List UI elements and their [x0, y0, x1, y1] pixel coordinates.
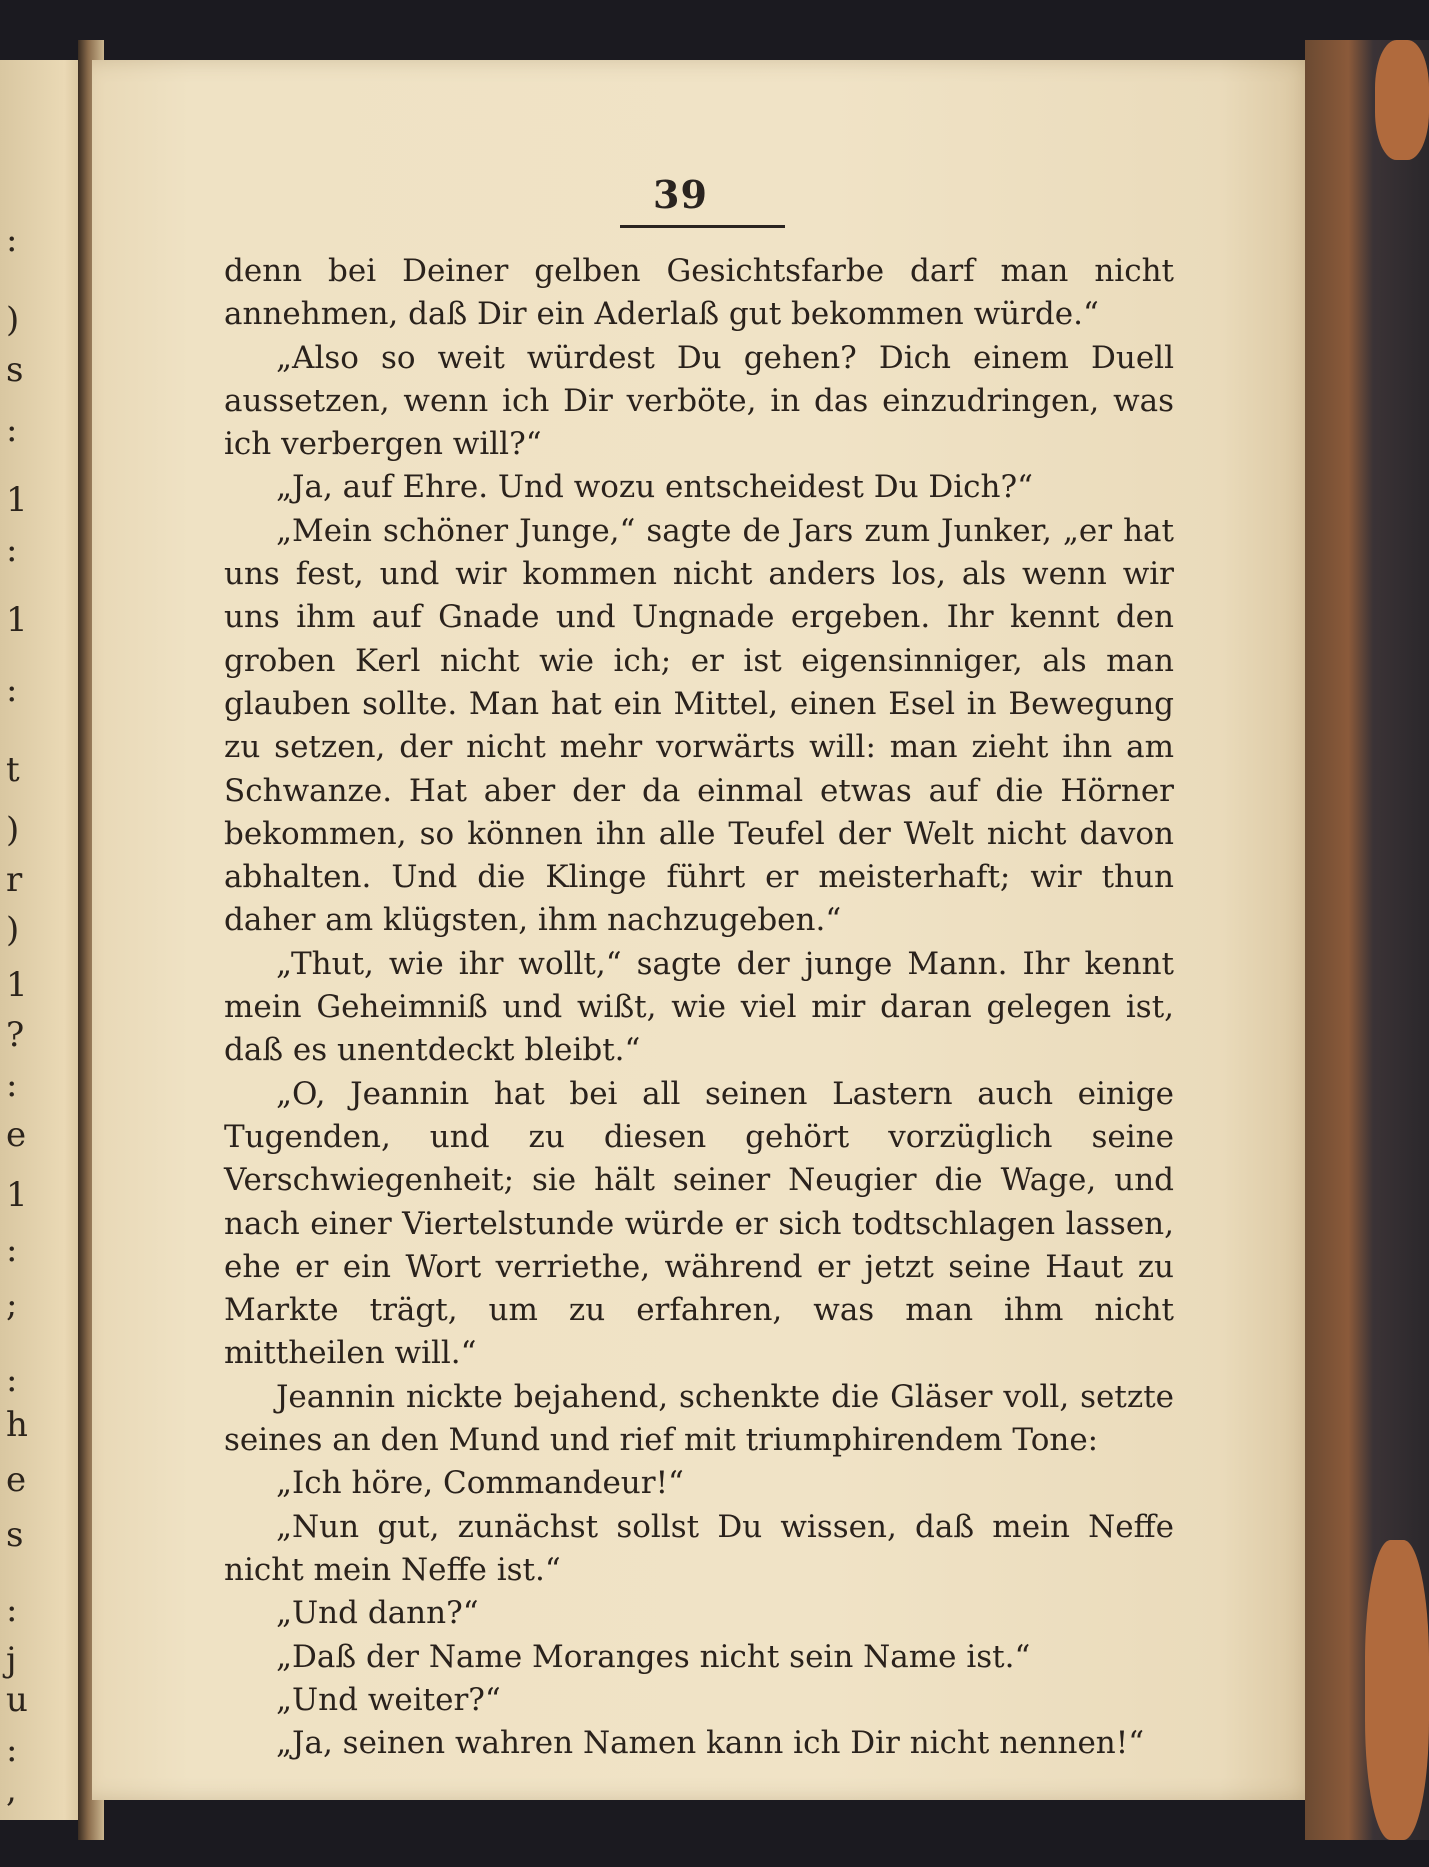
- paragraph: „Ja, auf Ehre. Und wozu entscheidest Du Dich?“: [276, 469, 1033, 506]
- left-page-fragment: :: [6, 1590, 18, 1630]
- page-number: 39: [653, 172, 708, 217]
- paragraph: „Also so weit würdest Du gehen? Dich einem Duell aussetzen, wenn ich Dir verböte, in das einzudringen, was ich verbergen will?“: [224, 339, 1174, 463]
- book-cover: [1305, 40, 1429, 1840]
- left-page-fragment: :: [6, 1360, 18, 1400]
- left-page-fragment: h: [6, 1405, 28, 1445]
- left-page-fragment: ): [6, 810, 20, 850]
- left-page-fragment: :: [6, 410, 18, 450]
- left-page-fragment: s: [6, 350, 24, 390]
- left-page-fragment: 1: [6, 480, 28, 520]
- left-page-fragment: 1: [6, 965, 28, 1005]
- paragraph: „Ich höre, Commandeur!“: [276, 1465, 684, 1502]
- left-page-fragment: :: [6, 1230, 18, 1270]
- left-page-fragment: :: [6, 220, 18, 260]
- left-page-fragment: e: [6, 1115, 27, 1155]
- cover-wear-spot: [1375, 40, 1429, 160]
- cover-wear-spot: [1365, 1540, 1429, 1840]
- paragraph: „Nun gut, zunächst sollst Du wissen, daß mein Neffe nicht mein Neffe ist.“: [224, 1508, 1174, 1588]
- left-page-fragment: r: [6, 860, 23, 900]
- paragraph: „Und dann?“: [276, 1595, 479, 1632]
- paragraph: denn bei Deiner gelben Gesichtsfarbe darf man nicht annehmen, daß Dir ein Aderlaß gut bekommen würde.“: [224, 253, 1174, 333]
- left-page-fragment: ;: [6, 1285, 18, 1325]
- paragraph: „Mein schöner Junge,“ sagte de Jars zum Junker, „er hat uns fest, und wir kommen nicht anders los, als wenn wir uns ihm auf Gnade und Ungnade ergeben. Ihr kennt den groben Kerl nicht wie ich; er ist eigensinniger, als man glauben sollte. Man hat ein Mittel, einen Esel in Bewegung zu setzen, der nicht mehr vorwärts will: man zieht ihn am Schwanze. Hat aber der da einmal etwas auf die Hörner bekommen, so können ihn alle Teufel der Welt nicht davon abhalten. Und die Klinge führt er meisterhaft; wir thun daher am klügsten, ihm nachzugeben.“: [224, 512, 1174, 939]
- left-page-fragment: j: [6, 1640, 17, 1680]
- paragraph: Jeannin nickte bejahend, schenkte die Gläser voll, setzte seines an den Mund und rief mit triumphirendem Tone:: [224, 1378, 1174, 1459]
- header-rule: [620, 225, 785, 228]
- left-page-fragment: ): [6, 300, 20, 340]
- paragraph: „O, Jeannin hat bei all seinen Lastern auch einige Tugenden, und zu diesen gehört vorzüglich seine Verschwiegenheit; sie hält seiner Neugier die Wage, und nach einer Viertelstunde würde er sich todtschlagen lassen, ehe er ein Wort verriethe, während er jetzt seine Haut zu Markte trägt, um zu erfahren, was man ihm nicht mittheilen will.“: [224, 1075, 1174, 1372]
- paragraph: „Thut, wie ihr wollt,“ sagte der junge Mann. Ihr kennt mein Geheimniß und wißt, wie viel mir daran gelegen ist, daß es unentdeckt bleibt.“: [224, 945, 1174, 1069]
- left-page-fragment: ): [6, 910, 20, 950]
- right-page: [92, 60, 1317, 1800]
- paragraph: „Daß der Name Moranges nicht sein Name ist.“: [276, 1638, 1031, 1675]
- paragraph: „Ja, seinen wahren Namen kann ich Dir nicht nennen!“: [276, 1725, 1145, 1762]
- left-page-fragment: u: [6, 1680, 28, 1720]
- left-page-fragment: ?: [6, 1015, 25, 1055]
- left-page-fragment: :: [6, 530, 18, 570]
- left-page-fragment: s: [6, 1515, 24, 1555]
- left-page-fragment: 1: [6, 600, 28, 640]
- left-page-fragment: 1: [6, 1175, 28, 1215]
- left-page-fragment: e: [6, 1460, 27, 1500]
- paragraph: „Und weiter?“: [276, 1681, 501, 1718]
- left-page-fragment: :: [6, 1065, 18, 1105]
- left-page-fragment: t: [6, 750, 20, 790]
- left-page-fragment: :: [6, 670, 18, 710]
- left-page-fragment: :: [6, 1730, 18, 1770]
- body-text: [224, 250, 1174, 1765]
- left-page-fragment: ,: [6, 1770, 17, 1810]
